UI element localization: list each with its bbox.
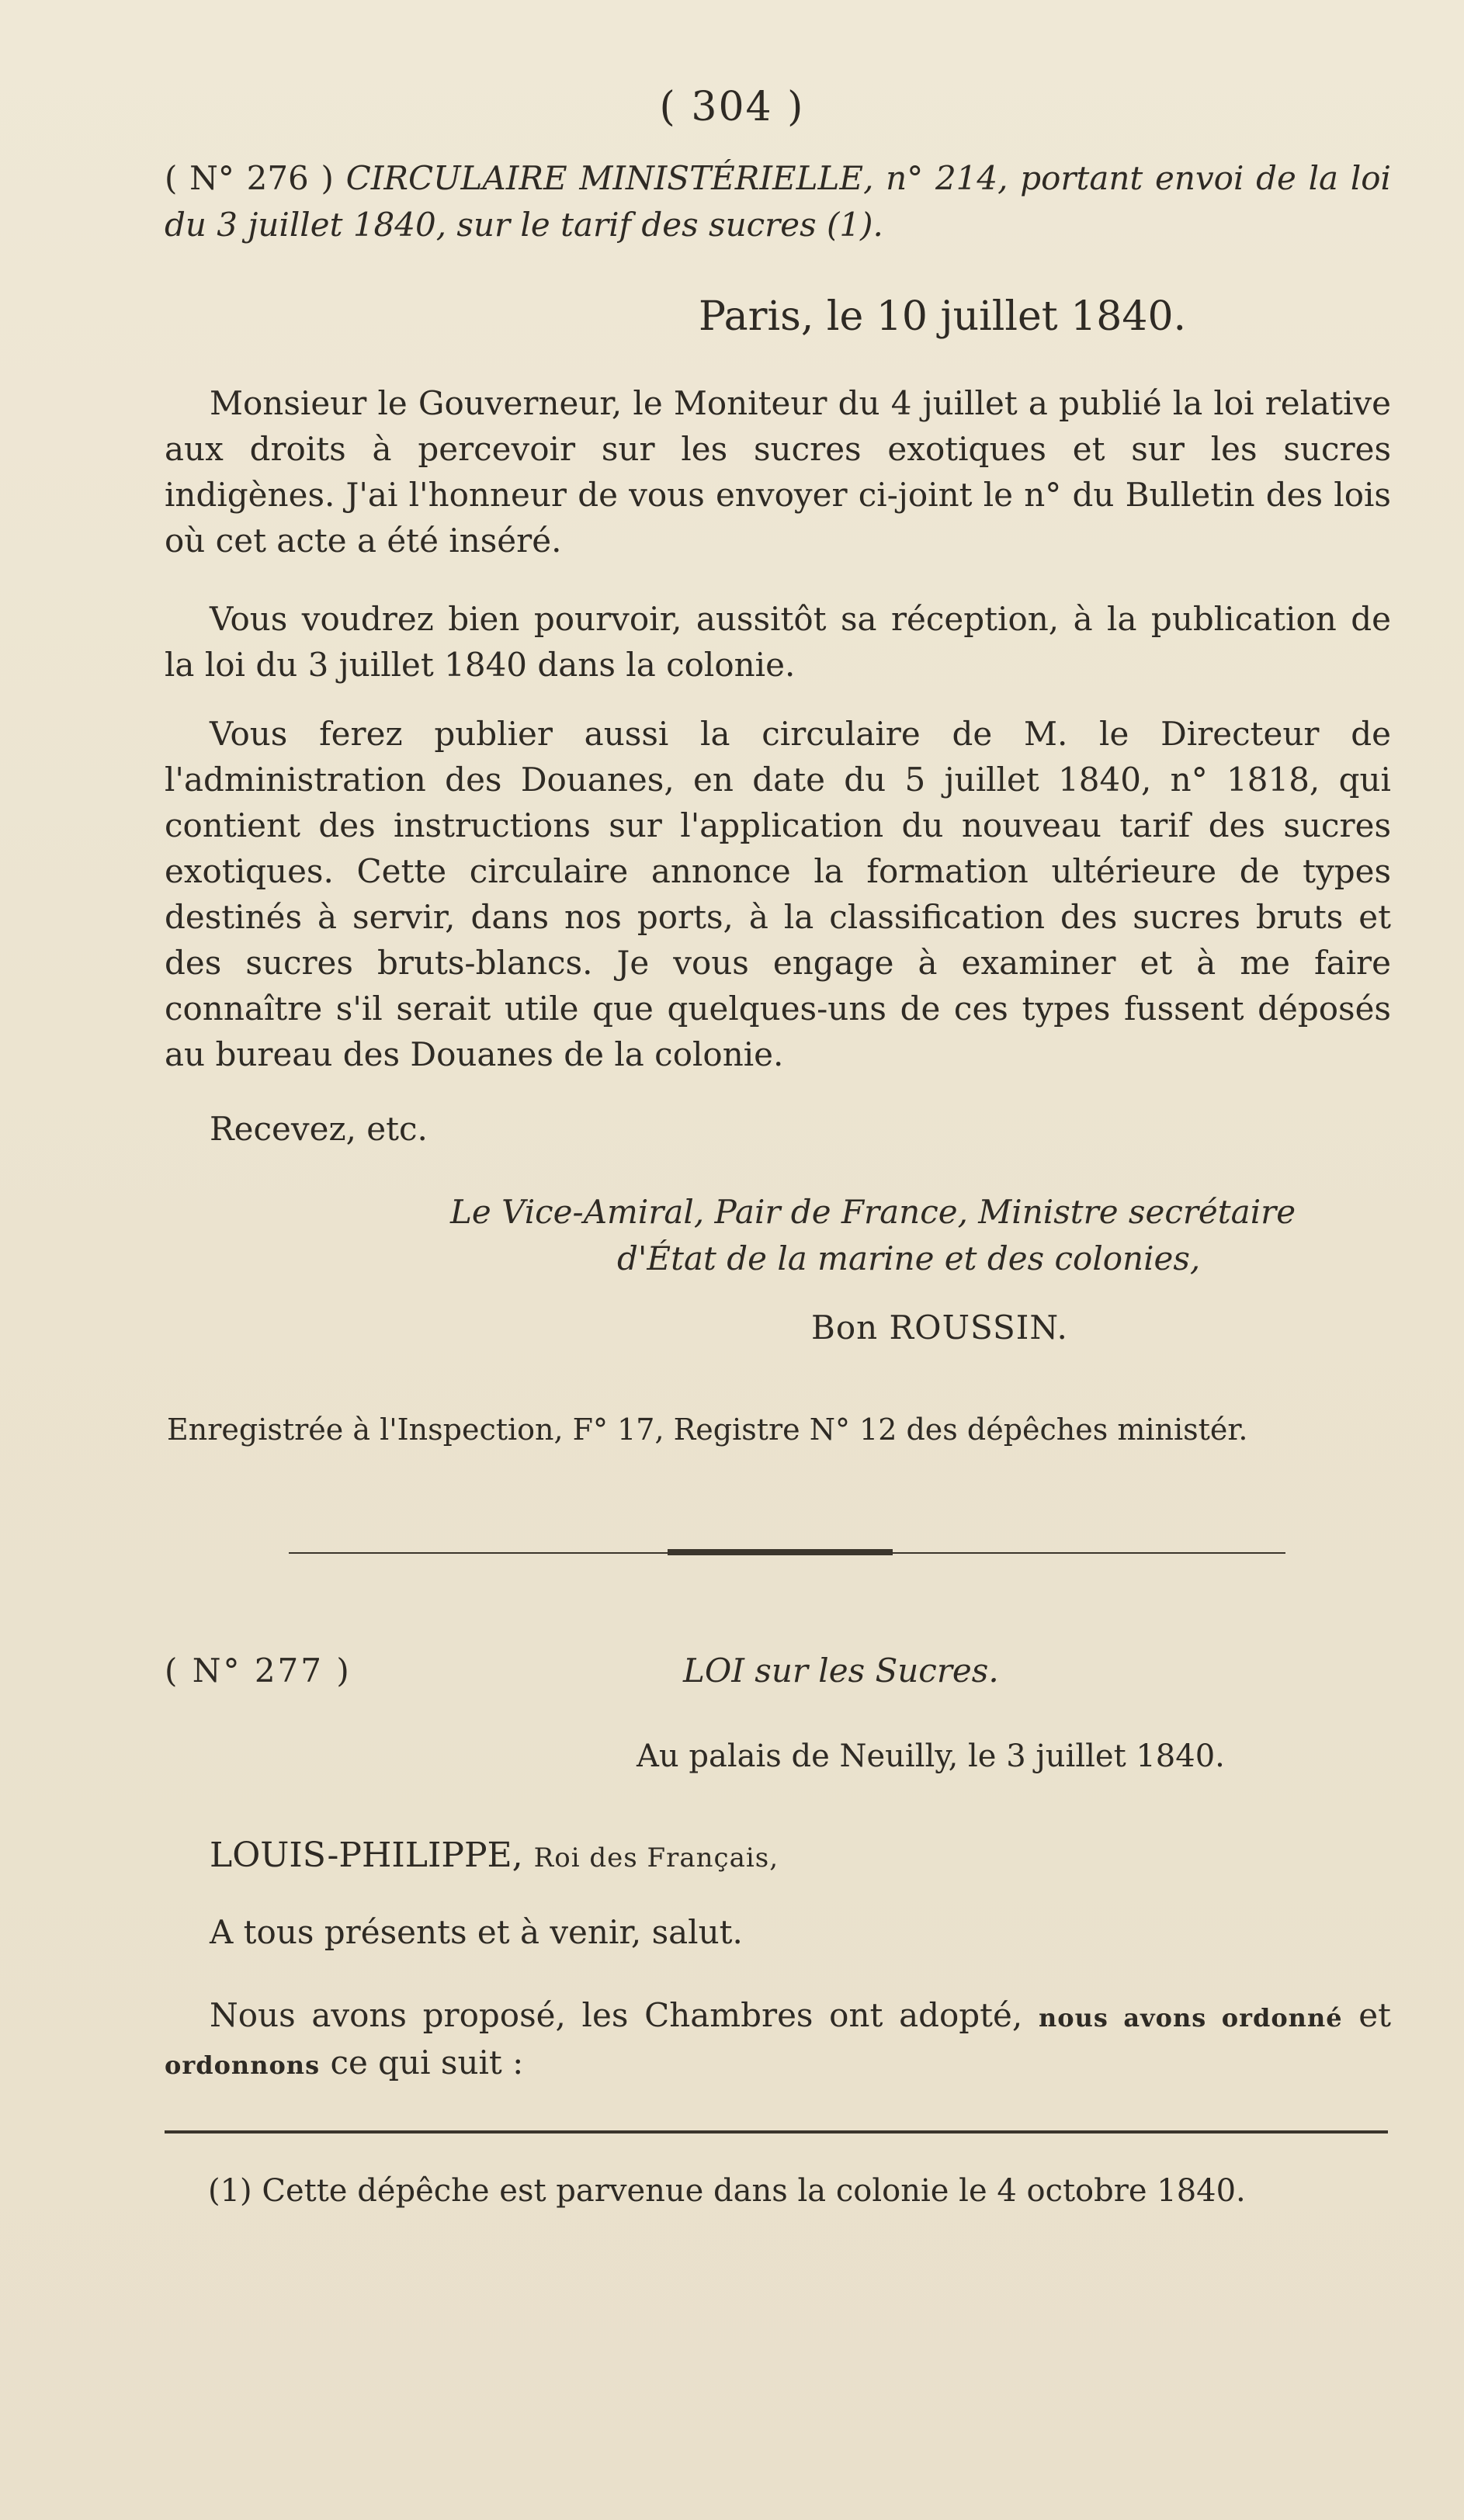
king-name: LOUIS-PHILIPPE, — [210, 1835, 523, 1875]
circular-dateline: Paris, le 10 juillet 1840. — [699, 293, 1187, 340]
enact-start: Nous avons proposé, les Chambres ont adopté, — [210, 1996, 1023, 2034]
page-number: ( 304 ) — [659, 84, 805, 130]
section-divider-ornament — [668, 1549, 893, 1555]
footnote-rule — [165, 2130, 1388, 2134]
law-title: LOI sur les Sucres. — [683, 1652, 999, 1690]
enact-end: ce qui suit : — [330, 2043, 524, 2082]
signature-title — [450, 1189, 1391, 1282]
paragraph-1: Monsieur le Gouverneur, le Moniteur du 4 juillet a publié la loi relative aux droits à percevoir sur les sucres exotiques et sur les sucres indigènes. J'ai l'honneur de vous envoyer ci-joint le n° du Bulletin des lois où cet acte a été inséré. — [165, 384, 1391, 560]
king-title: Roi des Français, — [533, 1842, 779, 1874]
enact-ordered: nous avons ordonné — [1038, 2003, 1343, 2033]
enact-and: et — [1358, 1996, 1391, 2034]
king-line — [210, 1835, 779, 1875]
law-dateline: Au palais de Neuilly, le 3 juillet 1840. — [637, 1738, 1225, 1774]
signature-title-line1: Le Vice-Amiral, Pair de France, Ministre secrétaire — [450, 1193, 1296, 1231]
registration-note: Enregistrée à l'Inspection, F° 17, Registre N° 12 des dépêches ministér. — [167, 1413, 1248, 1447]
circular-title: CIRCULAIRE MINISTÉRIELLE, n° 214, portant envoi de la loi du 3 juillet 1840, sur le tarif des sucres (1). — [165, 159, 1391, 244]
signature-title-line2: d'État de la marine et des colonies, — [617, 1239, 1201, 1277]
circular-heading — [165, 155, 1391, 248]
paragraph-2: Vous voudrez bien pourvoir, aussitôt sa réception, à la publication de la loi du 3 juillet 1840 dans la colonie. — [165, 600, 1391, 684]
signature-name: Bon ROUSSIN. — [811, 1309, 1068, 1347]
footnote: (1) Cette dépêche est parvenue dans la colonie le 4 octobre 1840. — [208, 2173, 1246, 2209]
closing-formula: Recevez, etc. — [210, 1110, 428, 1148]
circular-number: ( N° 276 ) — [165, 159, 334, 197]
law-number: ( N° 277 ) — [165, 1652, 352, 1690]
enacting-formula — [165, 1993, 1391, 2088]
salute: A tous présents et à venir, salut. — [210, 1913, 743, 1951]
enact-order: ordonnons — [165, 2050, 321, 2080]
paragraph-3: Vous ferez publier aussi la circulaire de M. le Directeur de l'administration des Douanes, en date du 5 juillet 1840, n° 1818, qui contient des instructions sur l'application du nouveau tarif des sucres exotiques. Cette circulaire annonce la formation ultérieure de types destinés à servir, dans nos ports, à la classification des sucres bruts et des sucres bruts-blancs. Je vous engage à examiner et à me faire connaître s'il serait utile que quelques-uns de ces types fussent déposés au bureau des Douanes de la colonie. — [165, 715, 1391, 1073]
